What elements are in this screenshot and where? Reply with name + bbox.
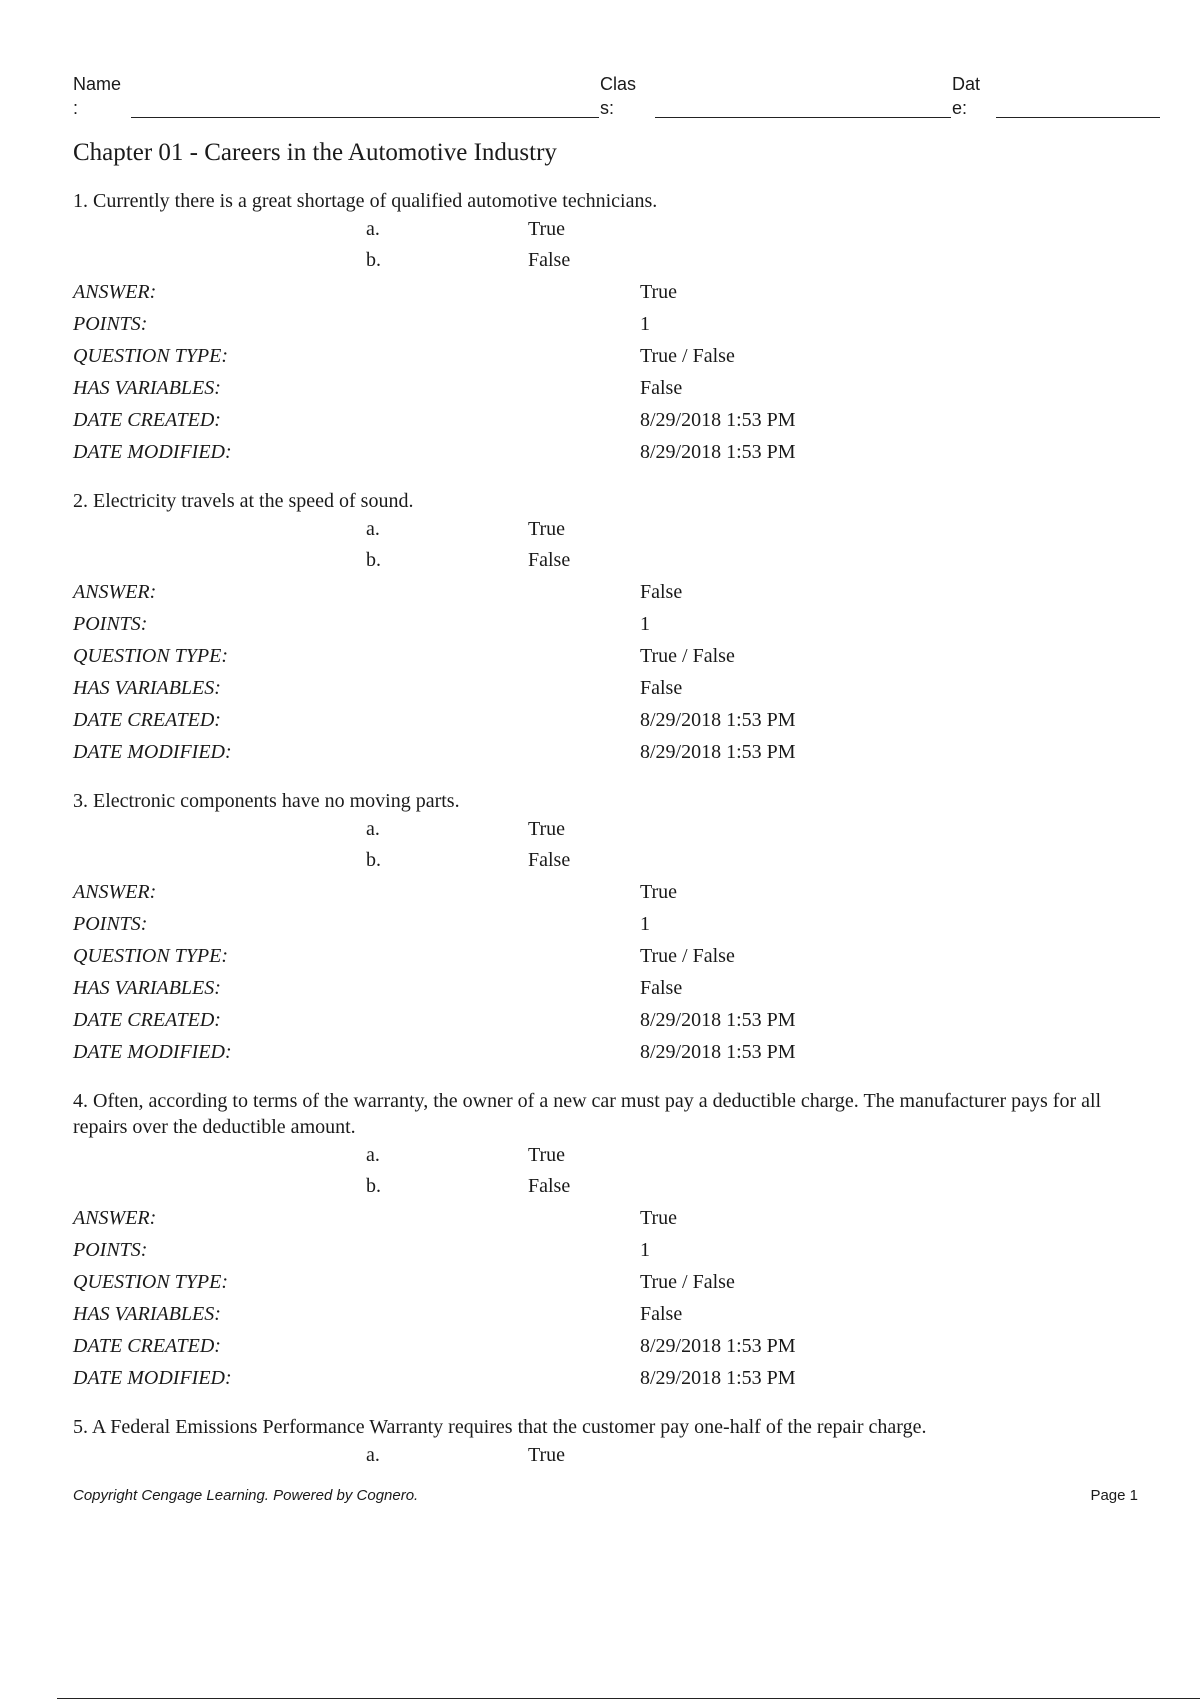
metadata-value: 8/29/2018 1:53 PM <box>640 1009 796 1031</box>
metadata-label: QUESTION TYPE: <box>73 645 229 667</box>
metadata-value: True <box>640 1207 678 1229</box>
name-underline <box>131 117 599 118</box>
question-text: 1. Currently there is a great shortage of qualified automotive technicians. <box>73 190 658 212</box>
choice-text: True <box>528 218 566 240</box>
metadata-value: True <box>640 281 678 303</box>
metadata-value: 8/29/2018 1:53 PM <box>640 409 796 431</box>
metadata-label: ANSWER: <box>73 1207 157 1229</box>
metadata-label: HAS VARIABLES: <box>73 677 221 699</box>
metadata-value: 8/29/2018 1:53 PM <box>640 1041 796 1063</box>
metadata-label: HAS VARIABLES: <box>73 377 221 399</box>
metadata-row <box>73 276 1158 308</box>
question-text: 3. Electronic components have no moving parts. <box>73 790 460 812</box>
metadata-label: POINTS: <box>73 313 148 335</box>
name-label-line2: : <box>73 98 79 118</box>
choice-letter: b. <box>366 549 381 571</box>
name-field-label <box>73 72 121 120</box>
metadata-value: 1 <box>640 313 650 335</box>
date-label-line2: e: <box>952 98 968 118</box>
metadata-value: True / False <box>640 645 735 667</box>
class-field-label <box>600 72 636 120</box>
choice-letter: a. <box>366 1144 380 1166</box>
choice-text: False <box>528 1175 571 1197</box>
metadata-value: True <box>640 881 678 903</box>
metadata-label: POINTS: <box>73 913 148 935</box>
metadata-label: HAS VARIABLES: <box>73 1303 221 1325</box>
copyright-footer: Copyright Cengage Learning. Powered by Cognero. <box>73 1487 419 1504</box>
choice-text: True <box>528 818 566 840</box>
question-text: 5. A Federal Emissions Performance Warranty requires that the customer pay one-half of the repair charge. <box>73 1416 927 1438</box>
metadata-value: 8/29/2018 1:53 PM <box>640 1367 796 1389</box>
metadata-label: DATE CREATED: <box>73 409 221 431</box>
chapter-title: Chapter 01 - Careers in the Automotive Industry <box>73 139 557 166</box>
metadata-row <box>73 1234 1158 1266</box>
metadata-value: True / False <box>640 345 735 367</box>
choice-letter: b. <box>366 1175 381 1197</box>
question-block <box>73 788 1158 1068</box>
metadata-value: False <box>640 977 683 999</box>
metadata-value: False <box>640 1303 683 1325</box>
metadata-row <box>73 1330 1158 1362</box>
metadata-row <box>73 340 1158 372</box>
choice-letter: b. <box>366 849 381 871</box>
answer-choice <box>73 245 1158 276</box>
metadata-row <box>73 908 1158 940</box>
metadata-label: DATE MODIFIED: <box>73 741 232 763</box>
question-block <box>73 1414 1158 1471</box>
metadata-value: 1 <box>640 1239 650 1261</box>
question-block <box>73 488 1158 768</box>
metadata-label: POINTS: <box>73 613 148 635</box>
metadata-value: False <box>640 677 683 699</box>
metadata-label: DATE CREATED: <box>73 709 221 731</box>
question-block <box>73 188 1158 468</box>
metadata-value: 8/29/2018 1:53 PM <box>640 1335 796 1357</box>
choice-text: False <box>528 249 571 271</box>
answer-choice <box>73 1440 1158 1471</box>
metadata-row <box>73 1202 1158 1234</box>
choice-letter: a. <box>366 1444 380 1466</box>
class-label-line2: s: <box>600 98 615 118</box>
metadata-row <box>73 672 1158 704</box>
metadata-label: QUESTION TYPE: <box>73 1271 229 1293</box>
metadata-row <box>73 576 1158 608</box>
choice-text: False <box>528 849 571 871</box>
metadata-row <box>73 876 1158 908</box>
metadata-value: 1 <box>640 613 650 635</box>
bottom-divider <box>57 1698 1200 1699</box>
metadata-row <box>73 640 1158 672</box>
metadata-label: ANSWER: <box>73 881 157 903</box>
metadata-row <box>73 404 1158 436</box>
metadata-row <box>73 1036 1158 1068</box>
page-number: Page 1 <box>1090 1487 1138 1504</box>
metadata-label: HAS VARIABLES: <box>73 977 221 999</box>
metadata-label: DATE MODIFIED: <box>73 1041 232 1063</box>
metadata-row <box>73 308 1158 340</box>
metadata-value: False <box>640 377 683 399</box>
class-underline <box>655 117 951 118</box>
choice-text: True <box>528 1444 566 1466</box>
date-label-line1: Dat <box>952 74 981 94</box>
metadata-row <box>73 940 1158 972</box>
answer-choice <box>73 545 1158 576</box>
choice-letter: a. <box>366 518 380 540</box>
metadata-label: DATE CREATED: <box>73 1009 221 1031</box>
metadata-row <box>73 1004 1158 1036</box>
metadata-row <box>73 1298 1158 1330</box>
metadata-row <box>73 436 1158 468</box>
metadata-row <box>73 704 1158 736</box>
answer-choice <box>73 845 1158 876</box>
class-label-line1: Clas <box>600 74 637 94</box>
choice-text: True <box>528 1144 566 1166</box>
choice-letter: a. <box>366 818 380 840</box>
date-underline <box>996 117 1160 118</box>
date-field-label <box>952 72 980 120</box>
question-text: 4. Often, according to terms of the warranty, the owner of a new car must pay a deductible charge. The manufacturer pays for all repairs over the deductible amount. <box>73 1090 1102 1138</box>
answer-choice <box>73 514 1158 545</box>
metadata-value: 8/29/2018 1:53 PM <box>640 741 796 763</box>
metadata-label: ANSWER: <box>73 281 157 303</box>
metadata-row <box>73 1362 1158 1394</box>
choice-letter: a. <box>366 218 380 240</box>
metadata-value: 8/29/2018 1:53 PM <box>640 709 796 731</box>
metadata-value: True / False <box>640 945 735 967</box>
metadata-row <box>73 608 1158 640</box>
name-label-line1: Name <box>73 74 122 94</box>
metadata-value: False <box>640 581 683 603</box>
metadata-value: 8/29/2018 1:53 PM <box>640 441 796 463</box>
metadata-label: QUESTION TYPE: <box>73 345 229 367</box>
metadata-label: DATE MODIFIED: <box>73 441 232 463</box>
answer-choice <box>73 214 1158 245</box>
metadata-label: DATE CREATED: <box>73 1335 221 1357</box>
metadata-row <box>73 1266 1158 1298</box>
answer-choice <box>73 1171 1158 1202</box>
answer-choice <box>73 1140 1158 1171</box>
metadata-row <box>73 736 1158 768</box>
metadata-row <box>73 372 1158 404</box>
choice-text: True <box>528 518 566 540</box>
choice-text: False <box>528 549 571 571</box>
metadata-label: DATE MODIFIED: <box>73 1367 232 1389</box>
answer-choice <box>73 814 1158 845</box>
choice-letter: b. <box>366 249 381 271</box>
metadata-row <box>73 972 1158 1004</box>
metadata-label: POINTS: <box>73 1239 148 1261</box>
question-text: 2. Electricity travels at the speed of sound. <box>73 490 414 512</box>
metadata-label: QUESTION TYPE: <box>73 945 229 967</box>
metadata-value: 1 <box>640 913 650 935</box>
question-list <box>73 188 1158 1491</box>
question-block <box>73 1088 1158 1394</box>
metadata-label: ANSWER: <box>73 581 157 603</box>
metadata-value: True / False <box>640 1271 735 1293</box>
